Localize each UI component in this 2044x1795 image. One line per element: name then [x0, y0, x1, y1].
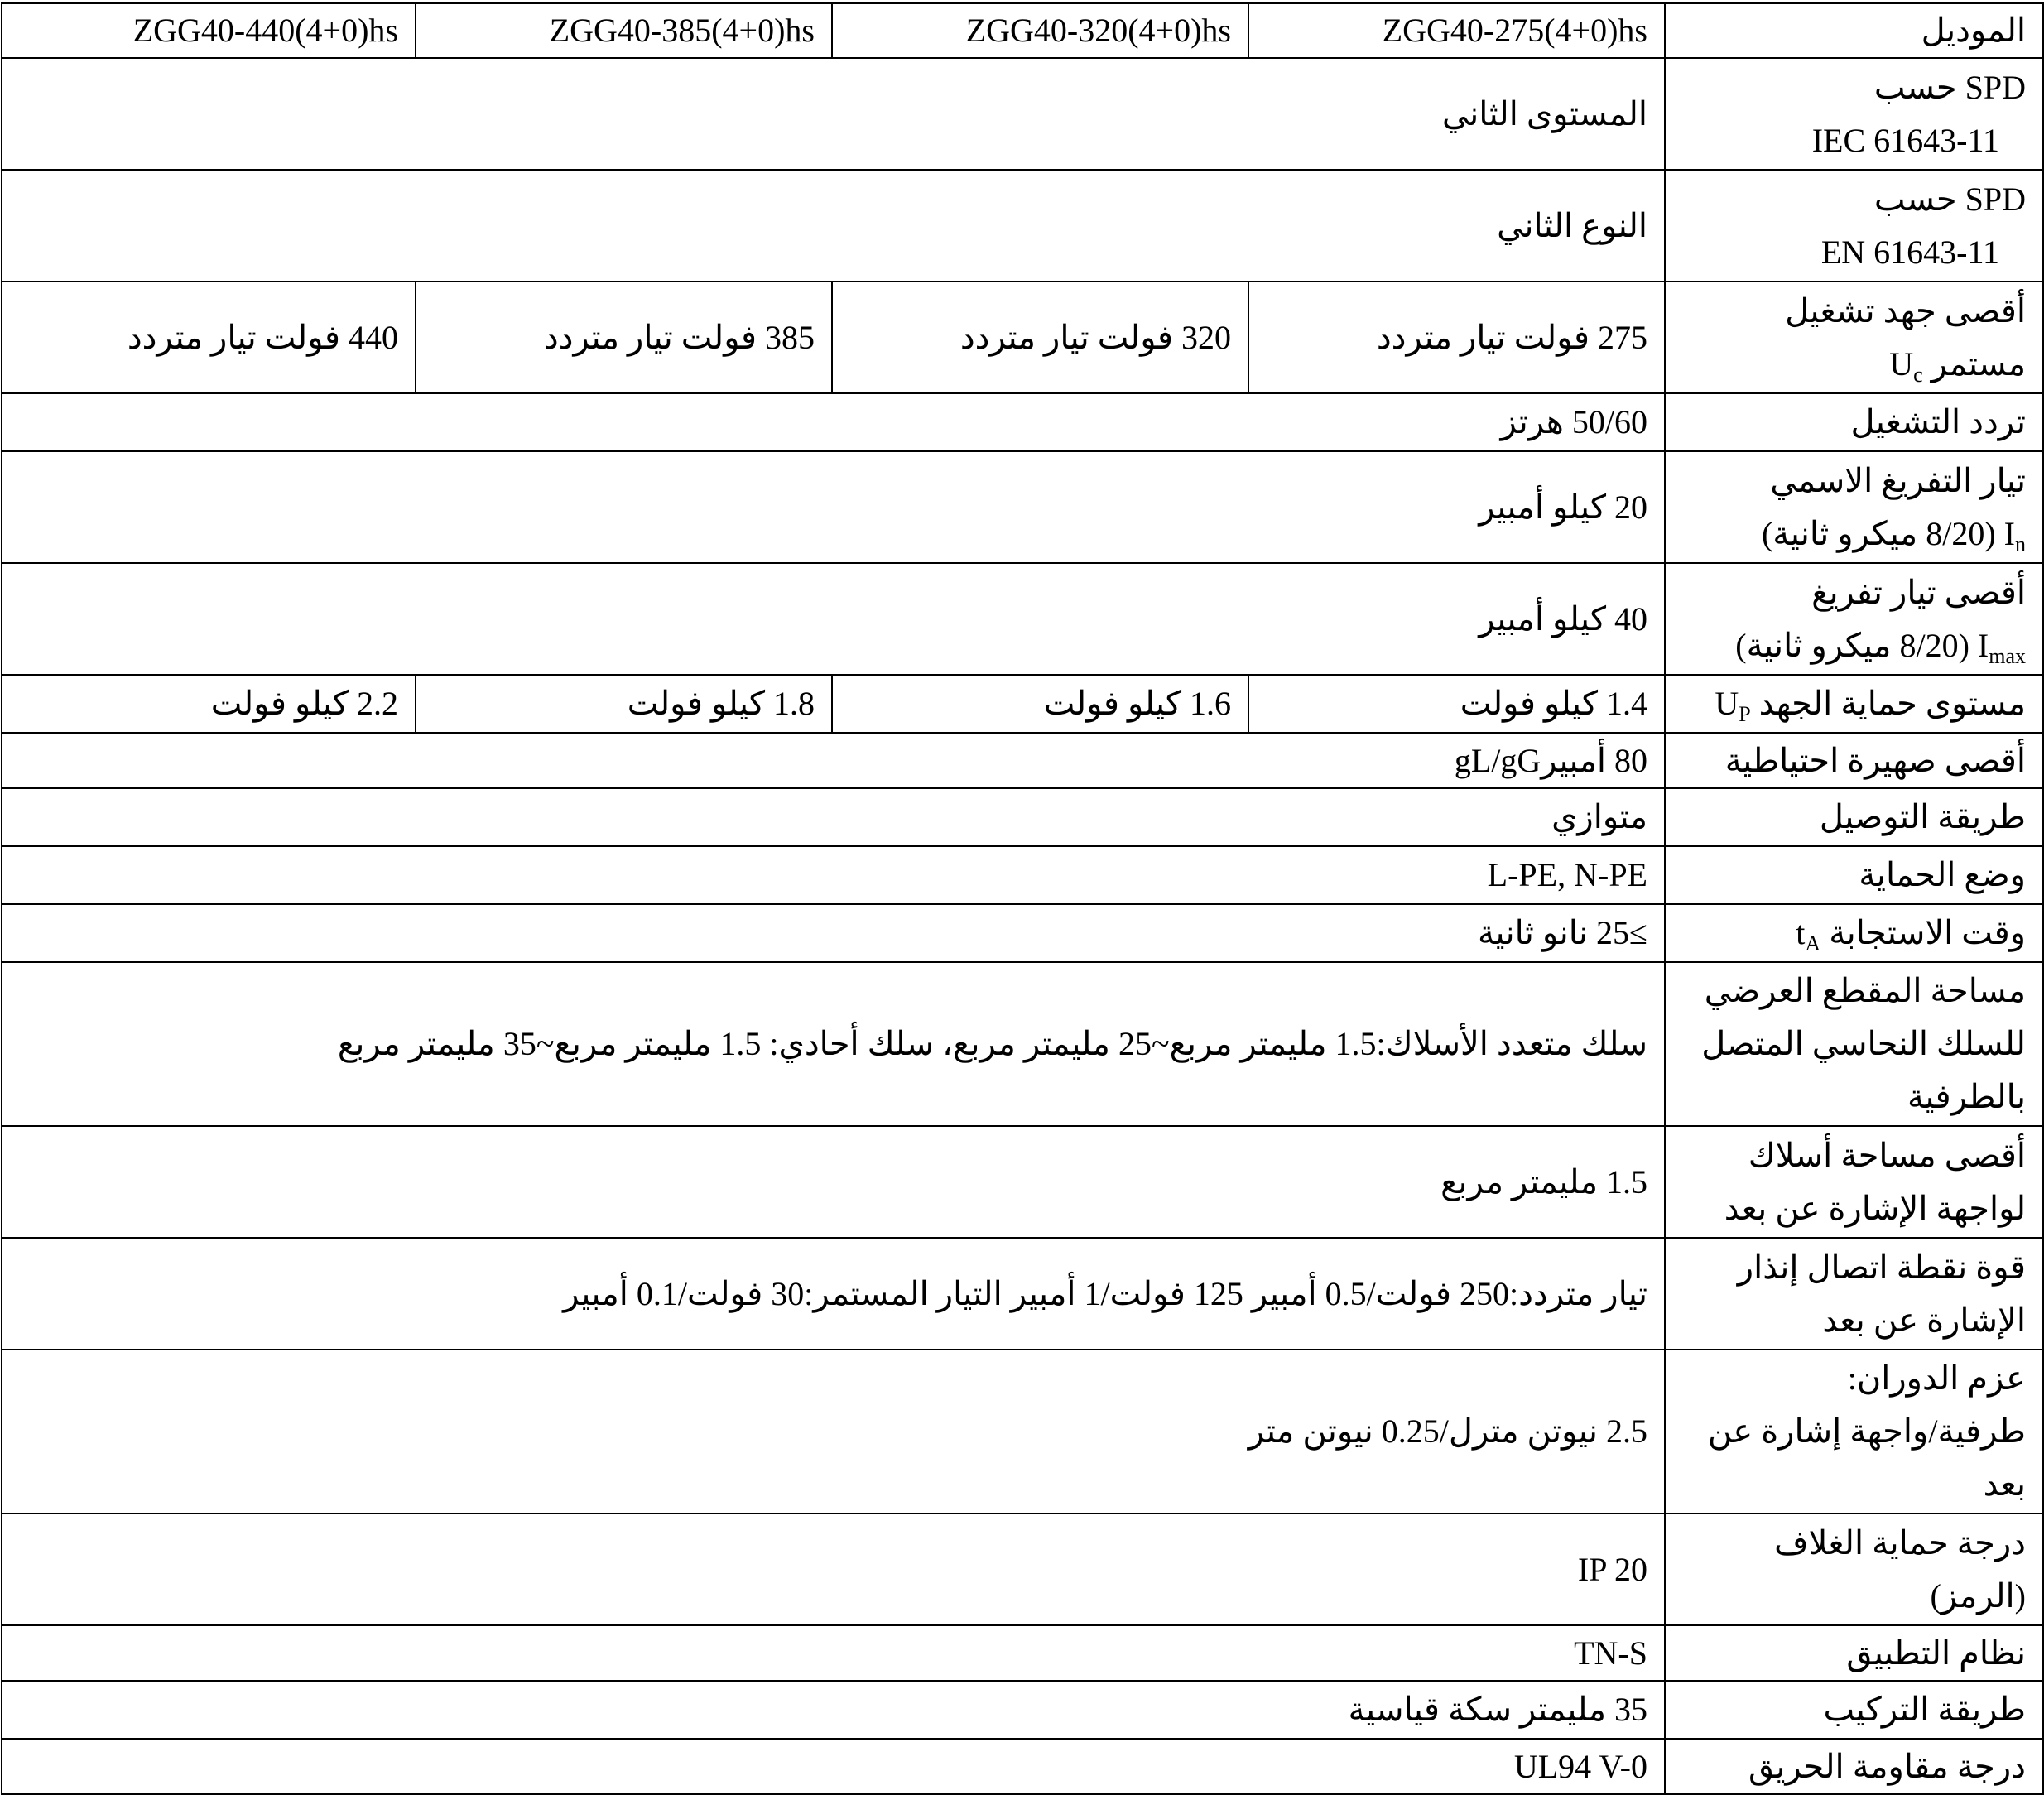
value-uc-440: 440 فولت تيار متردد — [2, 282, 416, 393]
table-row-frequency — [2, 393, 2043, 451]
imax-symbol: I — [1977, 626, 1989, 664]
table-row-flame — [2, 1739, 2043, 1794]
label-in-line1: تيار التفريغ الاسمي — [1770, 461, 2026, 499]
label-uc-symbol — [1889, 344, 1923, 387]
label-protection-mode: وضع الحماية — [1665, 846, 2043, 904]
value-up-275: 1.4 كيلو فولت — [1248, 675, 1665, 733]
table-row-iec — [2, 58, 2043, 170]
table-row-up — [2, 675, 2043, 733]
label-uc-line2 — [1682, 338, 2026, 391]
table-row-remote-wire — [2, 1126, 2043, 1238]
value-up-385: 1.8 كيلو فولت — [416, 675, 832, 733]
label-mounting: طريقة التركيب — [1665, 1681, 2043, 1739]
value-fuse: 80 أمبيرgL/gG — [2, 733, 1665, 788]
label-frequency: تردد التشغيل — [1665, 393, 2043, 451]
label-en-line1: SPD حسب — [1873, 180, 2026, 218]
value-uc-320: 320 فولت تيار متردد — [832, 282, 1248, 393]
model-385: ZGG40-385(4+0)hs — [416, 3, 832, 58]
label-uc — [1665, 282, 2043, 393]
label-cross-line1: مساحة المقطع العرضي — [1704, 972, 2026, 1009]
uc-symbol-sub: c — [1913, 362, 1923, 387]
label-response-symbol — [1796, 914, 1821, 955]
label-cross-section — [1665, 962, 2043, 1126]
value-en: النوع الثاني — [2, 170, 1665, 282]
model-440: ZGG40-440(4+0)hs — [2, 3, 416, 58]
model-275: ZGG40-275(4+0)hs — [1248, 3, 1665, 58]
value-cross-section: سلك متعدد الأسلاك:1.5 مليمتر مربع~25 مليمتر مربع، سلك أحادي: 1.5 مليمتر مربع~35 مليمتر مربع — [2, 962, 1665, 1126]
value-iec: المستوى الثاني — [2, 58, 1665, 170]
label-imax-line2 — [1682, 619, 2026, 672]
table-row-mounting — [2, 1681, 2043, 1739]
label-ip-rating — [1665, 1513, 2043, 1625]
label-iec — [1665, 58, 2043, 170]
label-iec-line2: IEC 61643-11 — [1811, 121, 1999, 159]
label-in-symbol — [2003, 514, 2026, 556]
label-up — [1665, 675, 2043, 733]
table-row-system — [2, 1625, 2043, 1681]
model-320: ZGG40-320(4+0)hs — [832, 3, 1248, 58]
value-up-440: 2.2 كيلو فولت — [2, 675, 416, 733]
table-row-en — [2, 170, 2043, 282]
value-torque: 2.5 نيوتن مترل/0.25 نيوتن متر — [2, 1350, 1665, 1513]
label-torque-line3: بعد — [1983, 1465, 2026, 1503]
label-cross-line2: للسلك النحاسي المتصل — [1701, 1025, 2026, 1062]
label-imax — [1665, 563, 2043, 675]
label-up-text: مستوى حماية الجهد — [1758, 685, 2026, 722]
label-up-symbol — [1715, 685, 1751, 726]
value-protection-mode: L-PE, N-PE — [2, 846, 1665, 904]
value-uc-385: 385 فولت تيار متردد — [416, 282, 832, 393]
value-remote-wire: 1.5 مليمتر مربع — [2, 1126, 1665, 1238]
table-row-torque — [2, 1350, 2043, 1513]
label-response-time — [1665, 904, 2043, 962]
table-row-uc — [2, 282, 2043, 393]
table-row-cross-section — [2, 962, 2043, 1126]
value-connection: متوازي — [2, 788, 1665, 846]
label-uc-text: مستمر — [1931, 344, 2026, 383]
label-in — [1665, 451, 2043, 563]
value-system: TN-S — [2, 1625, 1665, 1681]
label-remote-contact — [1665, 1238, 2043, 1350]
value-flame: UL94 V-0 — [2, 1739, 1665, 1794]
value-mounting: 35 مليمتر سكة قياسية — [2, 1681, 1665, 1739]
label-torque — [1665, 1350, 2043, 1513]
label-torque-line1: عزم الدوران: — [1847, 1359, 2026, 1397]
label-ip-line1: درجة حماية الغلاف — [1774, 1523, 2026, 1562]
label-in-text: (8/20 ميكرو ثانية) — [1761, 514, 2004, 552]
value-remote-contact: تيار متردد:250 فولت/0.5 أمبير 125 فولت/1 أمبير التيار المستمر:30 فولت/0.1 أمبير — [2, 1238, 1665, 1350]
label-iec-line1: SPD حسب — [1873, 68, 2026, 106]
value-uc-275: 275 فولت تيار متردد — [1248, 282, 1665, 393]
table-row-connection — [2, 788, 2043, 846]
label-model: الموديل — [1665, 3, 2043, 58]
label-system: نظام التطبيق — [1665, 1625, 2043, 1681]
label-uc-line1: أقصى جهد تشغيل — [1785, 291, 2026, 330]
table-row-imax — [2, 563, 2043, 675]
label-remote-contact-line2: الإشارة عن بعد — [1822, 1301, 2026, 1339]
value-ip-rating: IP 20 — [2, 1513, 1665, 1625]
table-row-protection-mode — [2, 846, 2043, 904]
label-remote-wire-line1: أقصى مساحة أسلاك — [1748, 1136, 2026, 1174]
value-frequency: 50/60 هرتز — [2, 393, 1665, 451]
label-torque-line2: طرفية/واجهة إشارة عن — [1707, 1412, 2026, 1450]
ta-symbol: t — [1796, 914, 1806, 951]
table-row-remote-contact — [2, 1238, 2043, 1350]
imax-symbol-sub: max — [1989, 643, 2026, 668]
label-flame: درجة مقاومة الحريق — [1665, 1739, 2043, 1794]
table-row-model — [2, 3, 2043, 58]
table-row-response-time — [2, 904, 2043, 962]
ta-symbol-sub: A — [1805, 931, 1821, 955]
in-symbol-sub: n — [2015, 532, 2026, 556]
value-response-time: ≥25 نانو ثانية — [2, 904, 1665, 962]
label-connection: طريقة التوصيل — [1665, 788, 2043, 846]
in-symbol: I — [2003, 514, 2015, 552]
label-remote-wire-line2: لواجهة الإشارة عن بعد — [1724, 1189, 2026, 1227]
label-cross-line3: بالطرفية — [1907, 1078, 2026, 1115]
label-en-line2: EN 61643-11 — [1820, 233, 1999, 271]
label-imax-text: (8/20 ميكرو ثانية) — [1735, 626, 1978, 664]
table-row-in — [2, 451, 2043, 563]
uc-symbol: U — [1889, 344, 1914, 383]
label-en — [1665, 170, 2043, 282]
up-symbol-sub: P — [1739, 702, 1751, 726]
label-remote-wire — [1665, 1126, 2043, 1238]
label-imax-symbol — [1977, 626, 2026, 668]
value-in: 20 كيلو أمبير — [2, 451, 1665, 563]
spec-table — [1, 2, 2044, 1795]
table-row-fuse — [2, 733, 2043, 788]
label-imax-line1: أقصى تيار تفريغ — [1811, 573, 2026, 611]
up-symbol: U — [1715, 685, 1739, 722]
value-imax: 40 كيلو أمبير — [2, 563, 1665, 675]
label-remote-contact-line1: قوة نقطة اتصال إنذار — [1737, 1248, 2026, 1286]
label-in-line2 — [1682, 508, 2026, 561]
table-row-ip-rating — [2, 1513, 2043, 1625]
value-up-320: 1.6 كيلو فولت — [832, 675, 1248, 733]
label-response-text: وقت الاستجابة — [1829, 914, 2026, 951]
label-ip-line2: (الرمز) — [1930, 1576, 2026, 1615]
label-fuse: أقصى صهيرة احتياطية — [1665, 733, 2043, 788]
